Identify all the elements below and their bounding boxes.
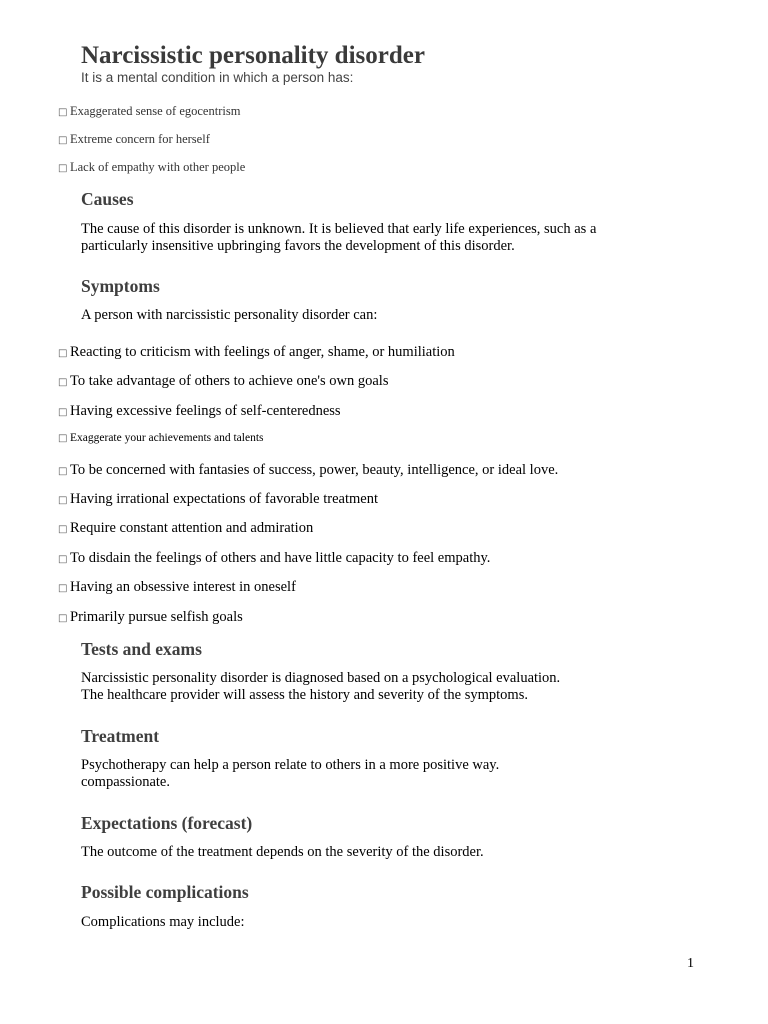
treatment-text-line1: Psychotherapy can help a person relate to others in a more positive way. [81, 757, 500, 773]
page-title: Narcissistic personality disorder [81, 42, 425, 69]
section-heading-complications: Possible complications [81, 882, 249, 902]
list-item: □ To disdain the feelings of others and have little capacity to feel empathy. [58, 549, 491, 566]
checkbox-bullet-icon: □ [58, 163, 68, 174]
list-item: □ Primarily pursue selfish goals [58, 608, 243, 625]
section-heading-causes: Causes [81, 189, 134, 209]
list-item: □ To be concerned with fantasies of success, power, beauty, intelligence, or ideal love. [58, 461, 559, 478]
section-heading-symptoms: Symptoms [81, 276, 160, 296]
checkbox-bullet-icon: □ [58, 348, 68, 359]
intro-list [58, 104, 245, 188]
list-item: □ To take advantage of others to achieve one's own goals [58, 373, 389, 390]
checkbox-bullet-icon: □ [58, 465, 68, 477]
tests-text-line2: The healthcare provider will assess the history and severity of the symptoms. [81, 687, 528, 703]
list-item: □ Having excessive feelings of self-centeredness [58, 402, 341, 419]
checkbox-bullet-icon: □ [58, 524, 68, 536]
complications-text: Complications may include: [81, 914, 245, 930]
page-number: 1 [687, 956, 694, 971]
symptoms-intro: A person with narcissistic personality disorder can: [81, 307, 378, 323]
list-item: □ Reacting to criticism with feelings of anger, shame, or humiliation [58, 344, 455, 360]
checkbox-bullet-icon: □ [58, 583, 68, 595]
section-heading-treatment: Treatment [81, 726, 160, 746]
symptoms-list [58, 344, 558, 638]
checkbox-bullet-icon: □ [58, 377, 68, 389]
list-item: □ Extreme concern for herself [58, 132, 210, 146]
list-item: □ Having an obsessive interest in oneself [58, 579, 296, 596]
checkbox-bullet-icon: □ [58, 135, 68, 146]
treatment-text-line2: compassionate. [81, 774, 170, 790]
expectations-text: The outcome of the treatment depends on the severity of the disorder. [81, 844, 484, 860]
checkbox-bullet-icon: □ [58, 553, 68, 565]
tests-text-line1: Narcissistic personality disorder is diagnosed based on a psychological evaluation. [81, 670, 561, 686]
checkbox-bullet-icon: □ [58, 433, 68, 445]
section-heading-tests: Tests and exams [81, 639, 202, 659]
checkbox-bullet-icon: □ [58, 406, 68, 418]
list-item: □ Having irrational expectations of favorable treatment [58, 490, 378, 507]
checkbox-bullet-icon: □ [58, 107, 68, 118]
list-item: □ Lack of empathy with other people [58, 160, 246, 174]
list-item: □ Exaggerate your achievements and talents [58, 432, 264, 445]
section-heading-expectations: Expectations (forecast) [81, 813, 253, 833]
list-item: □ Exaggerated sense of egocentrism [58, 104, 241, 118]
causes-text: The cause of this disorder is unknown. It is believed that early life experiences, such as a particularly insensitive upbringing favors the development of this disorder. [81, 221, 597, 254]
list-item: □ Require constant attention and admiration [58, 520, 314, 537]
page-subtitle: It is a mental condition in which a person has: [81, 70, 354, 85]
checkbox-bullet-icon: □ [58, 612, 68, 624]
checkbox-bullet-icon: □ [58, 494, 68, 506]
